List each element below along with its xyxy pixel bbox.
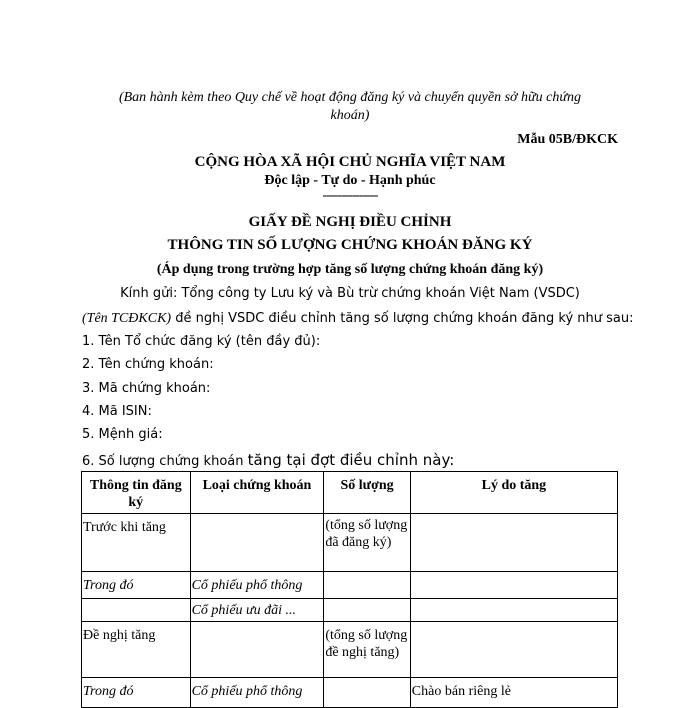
issued-note: (Ban hành kèm theo Quy chế về hoạt động đăng ký và chuyển quyền sở hữu chứng khoán) (118, 90, 582, 123)
table-row (82, 514, 618, 572)
item-3: 3. Mã chứng khoán: (82, 381, 211, 396)
document-scope: (Áp dụng trong trường hợp tăng số lượng chứng khoán đăng ký) (156, 262, 544, 277)
table-cell: (tổng số lượng đã đăng ký) (324, 514, 410, 572)
table-cell: Trước khi tăng (82, 514, 191, 572)
table-cell: Trong đó (82, 678, 191, 708)
table-cell: (tổng số lượng đề nghị tăng) (324, 622, 410, 678)
item-1: 1. Tên Tổ chức đăng ký (tên đầy đủ): (82, 334, 321, 349)
table-cell: Cổ phiếu ưu đãi ... (190, 599, 324, 622)
table-cell: Cổ phiếu phổ thông (190, 572, 324, 599)
recipient-line: Kính gửi: Tổng công ty Lưu ký và Bù trừ chứng khoán Việt Nam (VSDC) (120, 286, 580, 301)
table-cell (324, 599, 410, 622)
header-divider: --------------- (322, 188, 378, 203)
table-cell (324, 678, 410, 708)
table-row (82, 572, 618, 599)
table-cell (190, 622, 324, 678)
table-cell (190, 514, 324, 572)
table-row (82, 622, 618, 678)
item-6-lead: 6. Số lượng chứng khoán (82, 454, 248, 469)
column-header: Số lượng (324, 472, 410, 514)
table-header-row (82, 472, 618, 514)
document-title: GIẤY ĐỀ NGHỊ ĐIỀU CHỈNH (248, 214, 452, 230)
item-2: 2. Tên chứng khoán: (82, 357, 214, 372)
table-cell: Chào bán riêng lẻ (410, 678, 617, 708)
item-4: 4. Mã ISIN: (82, 404, 152, 419)
intro-line (82, 310, 642, 328)
item-6-emphasis: tăng tại đợt điều chỉnh này: (247, 451, 455, 469)
table-cell (410, 622, 617, 678)
item-5: 5. Mệnh giá: (82, 427, 163, 442)
intro-text: đề nghị VSDC điều chỉnh tăng số lượng chứng khoán đăng ký như sau: (171, 311, 634, 326)
table-cell (410, 599, 617, 622)
nation-name: CỘNG HÒA XÃ HỘI CHỦ NGHĨA VIỆT NAM (194, 154, 506, 170)
document-subtitle: THÔNG TIN SỐ LƯỢNG CHỨNG KHOÁN ĐĂNG KÝ (167, 237, 533, 253)
item-6 (82, 451, 454, 471)
column-header: Thông tin đăng ký (82, 472, 191, 514)
table-cell (410, 514, 617, 572)
securities-table (81, 471, 618, 708)
column-header: Lý do tăng (410, 472, 617, 514)
table-cell (324, 572, 410, 599)
motto: Độc lập - Tự do - Hạnh phúc (264, 173, 436, 188)
table-cell: Trong đó (82, 572, 191, 599)
intro-org-placeholder: (Tên TCĐKCK) (82, 311, 172, 326)
table-row (82, 678, 618, 708)
table-cell (82, 599, 191, 622)
table-cell (410, 572, 617, 599)
table-cell: Đề nghị tăng (82, 622, 191, 678)
table-row (82, 599, 618, 622)
column-header: Loại chứng khoán (190, 472, 324, 514)
table-cell: Cổ phiếu phổ thông (190, 678, 324, 708)
form-code: Mẫu 05B/ĐKCK (517, 132, 618, 147)
